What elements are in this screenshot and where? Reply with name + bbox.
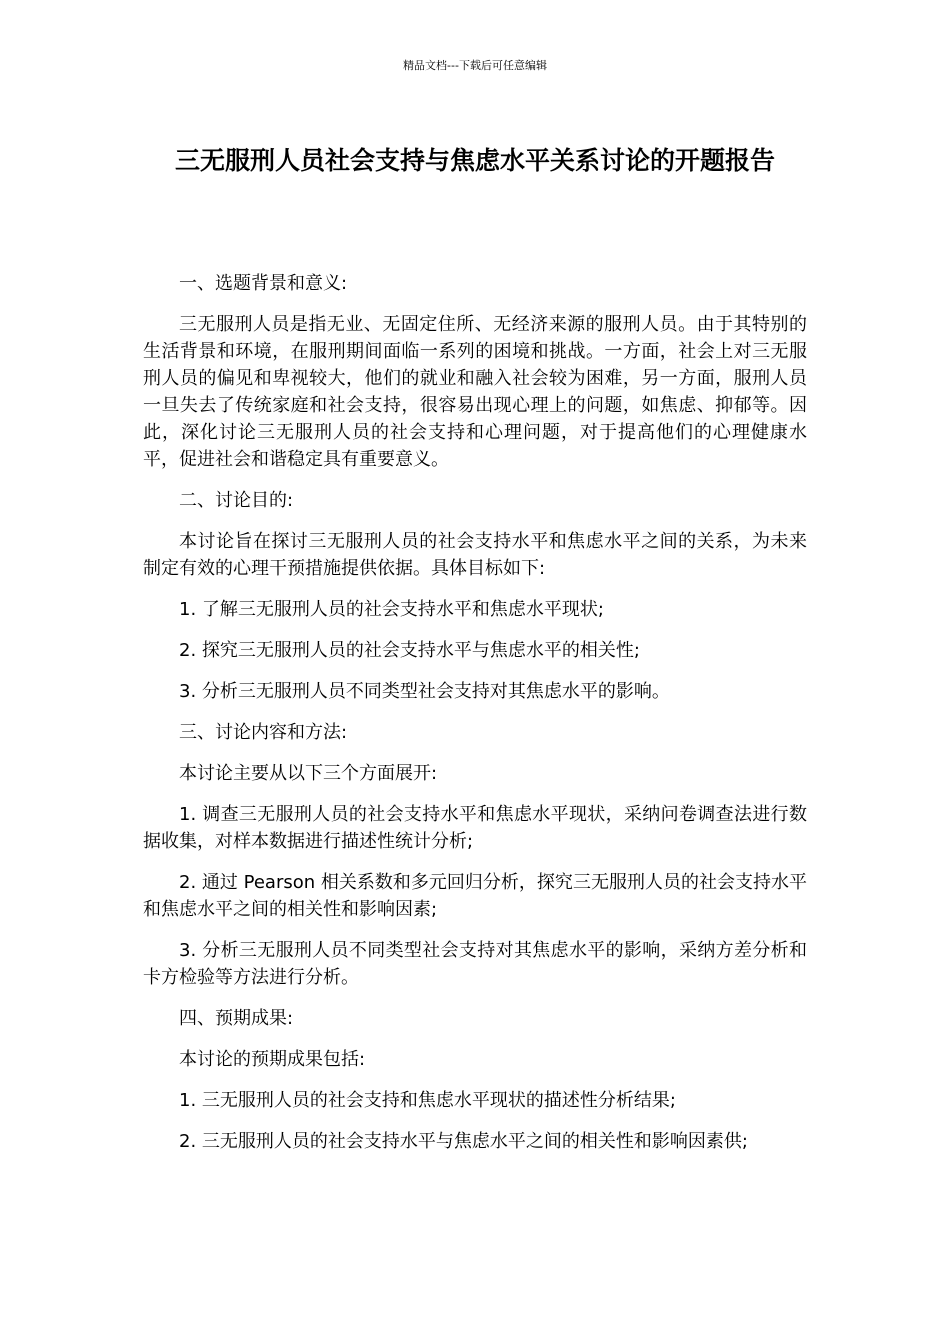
- document-body: [143, 270, 807, 1169]
- section-heading-background: 一、选题背景和意义:: [179, 273, 348, 294]
- purpose-item-1: 1. 了解三无服刑人员的社会支持水平和焦虑水平现状;: [179, 599, 604, 620]
- results-item-2: 2. 三无服刑人员的社会支持水平与焦虑水平之间的相关性和影响因素供;: [179, 1131, 748, 1152]
- content-item-2: 2. 通过 Pearson 相关系数和多元回归分析，探究三无服刑人员的社会支持水平和焦虑水平之间的相关性和影响因素;: [143, 872, 807, 920]
- content-item-3: 3. 分析三无服刑人员不同类型社会支持对其焦虑水平的影响，采纳方差分析和卡方检验等方法进行分析。: [143, 940, 807, 988]
- section-heading-expected-results: 四、预期成果:: [179, 1008, 294, 1029]
- background-paragraph: 三无服刑人员是指无业、无固定住所、无经济来源的服刑人员。由于其特别的生活背景和环境，在服刑期间面临一系列的困境和挑战。一方面，社会上对三无服刑人员的偏见和卑视较大，他们的就业和融入社会较为困难，另一方面，服刑人员一旦失去了传统家庭和社会支持，很容易出现心理上的问题，如焦虑、抑郁等。因此，深化讨论三无服刑人员的社会支持和心理问题，对于提高他们的心理健康水平，促进社会和谐稳定具有重要意义。: [143, 314, 807, 470]
- content-item-1: 1. 调查三无服刑人员的社会支持水平和焦虑水平现状，采纳问卷调查法进行数据收集，对样本数据进行描述性统计分析;: [143, 804, 807, 852]
- section-heading-content-method: 三、讨论内容和方法:: [179, 722, 348, 743]
- results-item-1: 1. 三无服刑人员的社会支持和焦虑水平现状的描述性分析结果;: [179, 1090, 676, 1111]
- purpose-item-2: 2. 探究三无服刑人员的社会支持水平与焦虑水平的相关性;: [179, 640, 640, 661]
- results-intro-paragraph: 本讨论的预期成果包括:: [179, 1049, 366, 1070]
- content-intro-paragraph: 本讨论主要从以下三个方面展开:: [179, 763, 438, 784]
- document-title: 三无服刑人员社会支持与焦虑水平关系讨论的开题报告: [174, 146, 775, 175]
- purpose-paragraph: 本讨论旨在探讨三无服刑人员的社会支持水平和焦虑水平之间的关系，为未来制定有效的心理干预措施提供依据。具体目标如下:: [143, 531, 807, 579]
- header-note: 精品文档---下载后可任意编辑: [403, 59, 547, 72]
- purpose-item-3: 3. 分析三无服刑人员不同类型社会支持对其焦虑水平的影响。: [179, 681, 670, 702]
- section-heading-purpose: 二、讨论目的:: [179, 490, 294, 511]
